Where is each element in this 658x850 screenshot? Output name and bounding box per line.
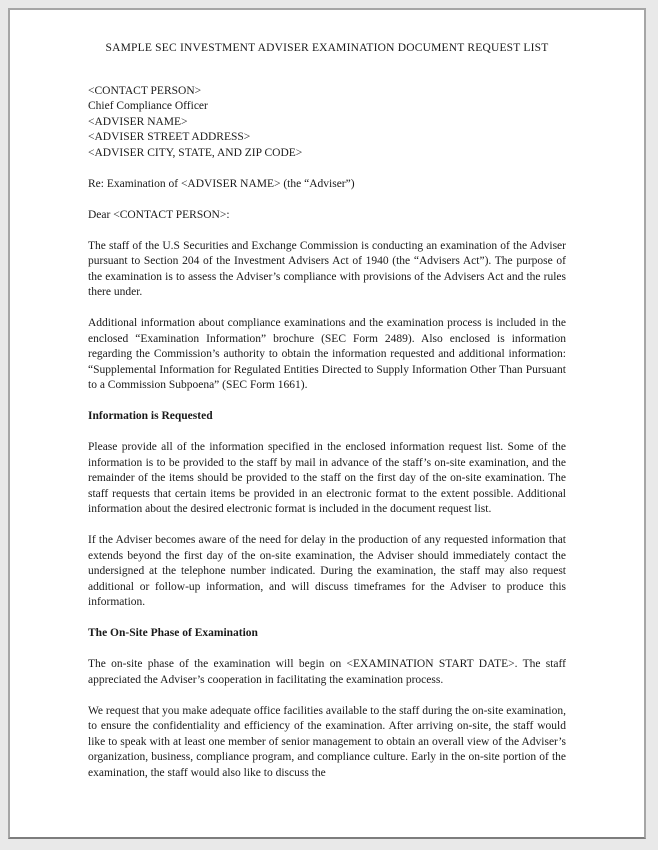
paragraph-additional-information: Additional information about compliance examinations and the examination process is included in the enclosed “Examination Information” brochure (SEC Form 2489). Also enclosed is information regarding the Commission’s authority to obtain the information requested and additional information: “Supplemental Information for Regulated Entities Directed to Supply Information Other Than Pursuant to a Commission Subpoena” (SEC Form 1661).	[88, 317, 566, 391]
address-line-adviser-name: <ADVISER NAME>	[88, 115, 188, 128]
document-title: SAMPLE SEC INVESTMENT ADVISER EXAMINATION DOCUMENT REQUEST LIST	[105, 42, 549, 54]
document-content	[10, 10, 644, 821]
paragraph-delay-production: If the Adviser becomes aware of the need for delay in the production of any requested information that extends beyond the first day of the on-site examination, the Adviser should immediately contact the undersigned at the telephone number indicated. During the examination, the staff may also request additional or follow-up information, and will discuss timeframes for the Adviser to produce this information.	[88, 534, 566, 608]
document-page	[8, 8, 646, 839]
section-heading-information-is-requested: Information is Requested	[88, 410, 213, 422]
address-line-city-state-zip: <ADVISER CITY, STATE, AND ZIP CODE>	[88, 146, 303, 159]
address-block	[88, 84, 566, 162]
re-line: Re: Examination of <ADVISER NAME> (the “Adviser”)	[88, 177, 355, 190]
address-line-title: Chief Compliance Officer	[88, 100, 208, 112]
paragraph-office-facilities: We request that you make adequate office facilities available to the staff during the on-site examination, to ensure the confidentiality and efficiency of the examination. After arriving on-site, the staff would like to speak with at least one member of senior management to obtain an overall view of the Adviser’s organization, business, compliance program, and compliance culture. Early in the on-site portion of the examination, the staff would also like to discuss the	[88, 704, 566, 779]
address-line-street: <ADVISER STREET ADDRESS>	[88, 131, 251, 143]
section-heading-on-site-phase: The On-Site Phase of Examination	[88, 627, 258, 639]
paragraph-please-provide: Please provide all of the information specified in the enclosed information request list. Some of the information is to be provided to the staff by mail in advance of the staff’s on-site examination, and the remainder of the items should be provided to the staff on the first day of the on-site examination. The staff requests that certain items be provided in an electronic format to the extent possible. Additional information about the desired electronic format is included in the document request list.	[88, 441, 566, 515]
salutation: Dear <CONTACT PERSON>:	[88, 208, 230, 221]
paragraph-on-site-begin-date: The on-site phase of the examination will begin on <EXAMINATION START DATE>. The staff appreciated the Adviser’s cooperation in facilitating the examination process.	[88, 658, 566, 686]
paragraph-staff-conducting-exam: The staff of the U.S Securities and Exchange Commission is conducting an examination of the Adviser pursuant to Section 204 of the Investment Advisers Act of 1940 (the “Advisers Act”). The purpose of the examination is to assess the Adviser’s compliance with provisions of the Advisers Act and the rules there under.	[88, 239, 566, 298]
address-line-contact-person: <CONTACT PERSON>	[88, 84, 202, 97]
